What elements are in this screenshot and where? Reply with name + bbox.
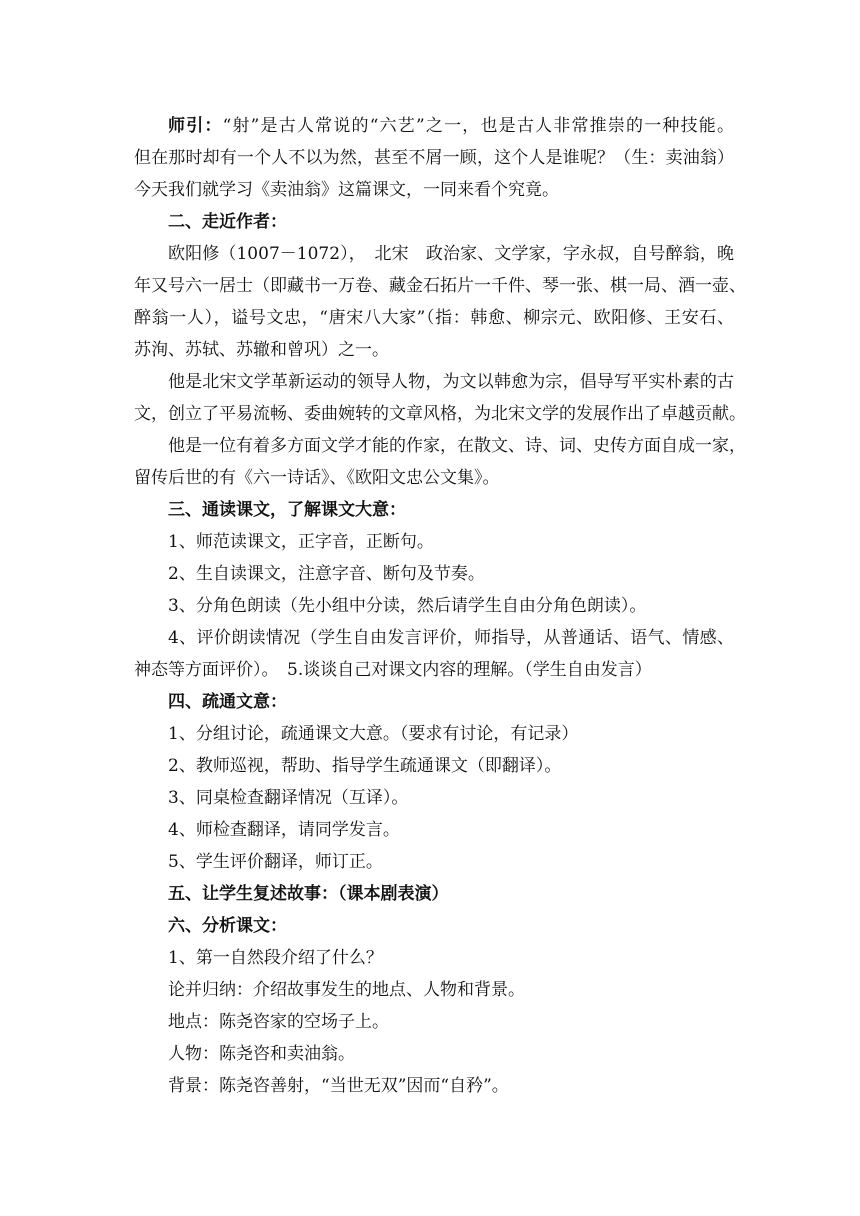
section-heading: 四、疏通文意： (168, 692, 287, 712)
section-heading: 三、通读课文，了解课文大意： (168, 500, 406, 520)
intro-line: 但在那时却有一个人不以为然，甚至不屑一顾，这个人是谁呢？（生：卖油翁） (134, 148, 734, 168)
paragraph-line: 他是北宋文学革新运动的领导人物，为文以韩愈为宗，倡导写平实朴素的古 (168, 372, 734, 392)
analysis-line: 人物：陈尧咨和卖油翁。 (168, 1044, 355, 1064)
list-item: 4、师检查翻译，请同学发言。 (168, 820, 400, 840)
paragraph-line: 留传后世的有《六一诗话》、《欧阳文忠公文集》。 (134, 468, 500, 488)
list-item: 3、分角色朗读（先小组中分读，然后请学生自由分角色朗读）。 (168, 596, 647, 616)
paragraph-line: 他是一位有着多方面文学才能的作家，在散文、诗、词、史传方面自成一家， (168, 436, 746, 456)
intro-line (134, 110, 734, 142)
paragraph-line: 年又号六一居士（即藏书一万卷、藏金石拓片一千件、琴一张、棋一局、酒一壶、 (134, 276, 746, 296)
intro-text: “射”是古人常说的“六艺”之一，也是古人非常推崇的一种技能。 (222, 116, 735, 136)
list-item: 5、学生评价翻译，师订正。 (168, 852, 383, 872)
section-heading: 二、走近作者： (168, 212, 287, 232)
intro-label: 师引： (168, 116, 223, 136)
paragraph-line: 苏洵、苏轼、苏辙和曾巩）之一。 (134, 340, 389, 360)
analysis-line: 地点：陈尧咨家的空场子上。 (168, 1012, 389, 1032)
section-heading: 五、让学生复述故事：（课本剧表演） (168, 884, 449, 904)
list-item: 3、同桌检查翻译情况（互译）。 (168, 788, 409, 808)
list-item: 1、分组讨论，疏通课文大意。（要求有讨论，有记录） (168, 724, 579, 744)
list-item: 1、师范读课文，正字音，正断句。 (168, 532, 434, 552)
list-item: 4、评价朗读情况（学生自由发言评价，师指导，从普通话、语气、情感、 (168, 628, 734, 648)
list-item: 2、教师巡视，帮助、指导学生疏通课文（即翻译）。 (168, 756, 562, 776)
analysis-line: 背景：陈尧咨善射，“当世无双”因而“自矜”。 (168, 1076, 509, 1096)
paragraph-line: 醉翁一人），谥号文忠，“唐宋八大家”（指：韩愈、柳宗元、欧阳修、王安石、 (134, 308, 734, 328)
list-item: 神态等方面评价）。 5.谈谈自己对课文内容的理解。（学生自由发言） (134, 660, 652, 680)
paragraph-line: 文，创立了平易流畅、委曲婉转的文章风格，为北宋文学的发展作出了卓越贡献。 (134, 404, 746, 424)
analysis-line: 1、第一自然段介绍了什么？ (168, 948, 383, 968)
section-heading: 六、分析课文： (168, 916, 287, 936)
document-body (134, 110, 746, 1102)
intro-line: 今天我们就学习《卖油翁》这篇课文，一同来看个究竟。 (134, 180, 559, 200)
paragraph-line: 欧阳修（1007－1072）， 北宋 政治家、文学家，字永叔，自号醉翁，晚 (168, 244, 734, 264)
list-item: 2、生自读课文，注意字音、断句及节奏。 (168, 564, 485, 584)
analysis-line: 论并归纳：介绍故事发生的地点、人物和背景。 (168, 980, 525, 1000)
